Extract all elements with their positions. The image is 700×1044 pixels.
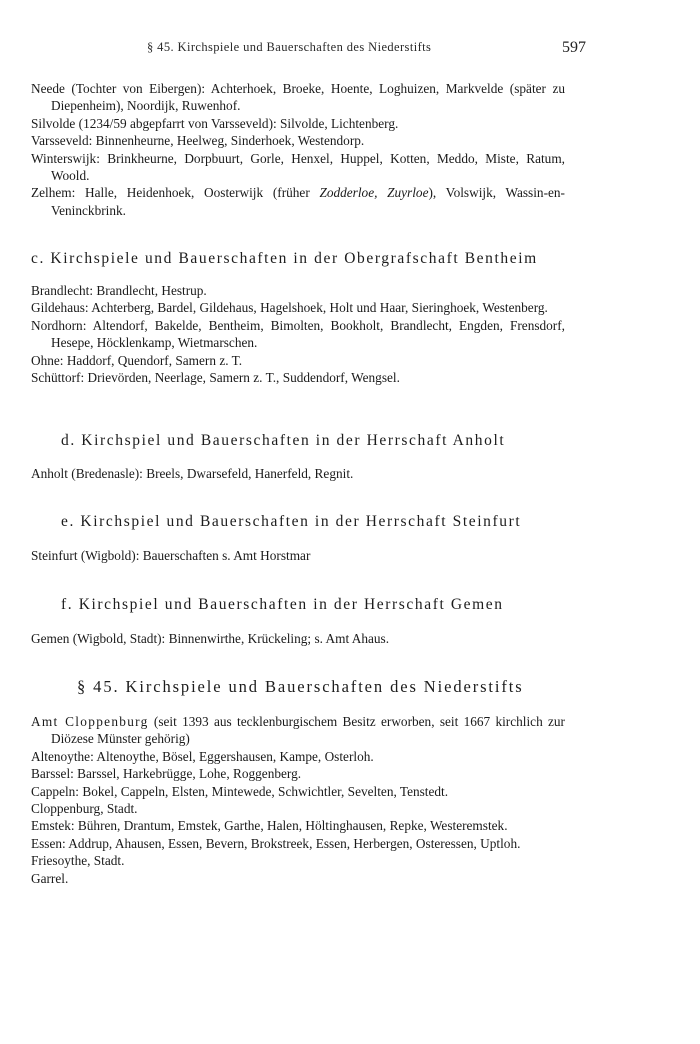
parish-entry-zelhem	[31, 184, 565, 219]
parish-entry: Barssel: Barssel, Harkebrügge, Lohe, Roggenberg.	[31, 766, 302, 782]
section-b-continuation	[31, 80, 565, 219]
parish-entry: Winterswijk: Brinkheurne, Dorpbuurt, Gorle, Henxel, Huppel, Kotten, Meddo, Miste, Ratum, Woold.	[31, 150, 565, 184]
parish-entry: Gildehaus: Achterberg, Bardel, Gildehaus, Hagelshoek, Holt und Haar, Sieringhoek, Westenberg.	[31, 300, 548, 316]
running-head: § 45. Kirchspiele und Bauerschaften des Niederstifts	[147, 40, 432, 54]
amt-label: Amt Cloppenburg	[31, 714, 149, 729]
parish-entry: Emstek: Bühren, Drantum, Emstek, Garthe, Halen, Höltinghausen, Repke, Westeremstek.	[31, 818, 508, 834]
parish-entry: Brandlecht: Brandlecht, Hestrup.	[31, 283, 207, 298]
section-d-list	[31, 465, 565, 482]
parish-entry: Anholt (Bredenasle): Breels, Dwarsefeld, Hanerfeld, Regnit.	[31, 466, 354, 481]
parish-entry: Friesoythe, Stadt.	[31, 853, 125, 869]
parish-entry: Neede (Tochter von Eibergen): Achterhoek, Broeke, Hoente, Loghuizen, Markvelde (später zu Diepenheim), Noordijk, Ruwenhof.	[31, 81, 565, 114]
parish-entry: Cloppenburg, Stadt.	[31, 801, 138, 817]
parish-entry: Varsseveld: Binnenheurne, Heelweg, Sinderhoek, Westendorp.	[31, 133, 365, 149]
section-d-heading: d. Kirchspiel und Bauerschaften in der Herrschaft Anholt	[61, 432, 506, 449]
section-e-heading: e. Kirchspiel und Bauerschaften in der Herrschaft Steinfurt	[61, 513, 522, 530]
parish-entry: Ohne: Haddorf, Quendorf, Samern z. T.	[31, 352, 243, 368]
amt-description: (seit 1393 aus tecklenburgischem Besitz erworben, seit 1667 kirchlich zur Diözese Münster gehörig)	[51, 714, 565, 747]
parish-entry: Schüttorf: Drievörden, Neerlage, Samern z. T., Suddendorf, Wengsel.	[31, 370, 400, 386]
parish-entry: Essen: Addrup, Ahausen, Essen, Bevern, Brokstreek, Essen, Herbergen, Osteressen, Uptloh.	[31, 835, 521, 851]
parish-entry: Nordhorn: Altendorf, Bakelde, Bentheim, Bimolten, Bookholt, Brandlecht, Engden, Frensdorf, Hesepe, Höcklenkamp, Wietmarschen.	[31, 317, 565, 351]
parish-entry: Garrel.	[31, 870, 69, 886]
page-number: 597	[562, 39, 586, 56]
section-c-list	[31, 282, 565, 386]
amt-entry	[31, 713, 565, 748]
zelhem-text-after: ), Volswijk, Wassin-en-Veninckbrink.	[51, 185, 565, 218]
zelhem-text-before: Zelhem: Halle, Heidenhoek, Oosterwijk (früher	[31, 185, 320, 201]
section-f-heading: f. Kirchspiel und Bauerschaften in der Herrschaft Gemen	[61, 596, 504, 613]
parish-entry: Silvolde (1234/59 abgepfarrt von Varsseveld): Silvolde, Lichtenberg.	[31, 115, 399, 131]
section-e-list	[31, 547, 565, 564]
parish-entry: Steinfurt (Wigbold): Bauerschaften s. Amt Horstmar	[31, 548, 311, 563]
section-c-heading: c. Kirchspiele und Bauerschaften in der Obergrafschaft Bentheim	[31, 250, 538, 267]
zelhem-italic-names: Zodderloe, Zuyrloe	[319, 185, 429, 201]
section-45-list	[31, 713, 565, 887]
parish-entry: Gemen (Wigbold, Stadt): Binnenwirthe, Krückeling; s. Amt Ahaus.	[31, 631, 390, 646]
section-45-heading: § 45. Kirchspiele und Bauerschaften des Niederstifts	[77, 677, 524, 696]
parish-entry: Altenoythe: Altenoythe, Bösel, Eggershausen, Kampe, Osterloh.	[31, 748, 374, 764]
section-f-list	[31, 630, 565, 647]
parish-entry: Cappeln: Bokel, Cappeln, Elsten, Mintewede, Schwichtler, Sevelten, Tenstedt.	[31, 783, 449, 799]
